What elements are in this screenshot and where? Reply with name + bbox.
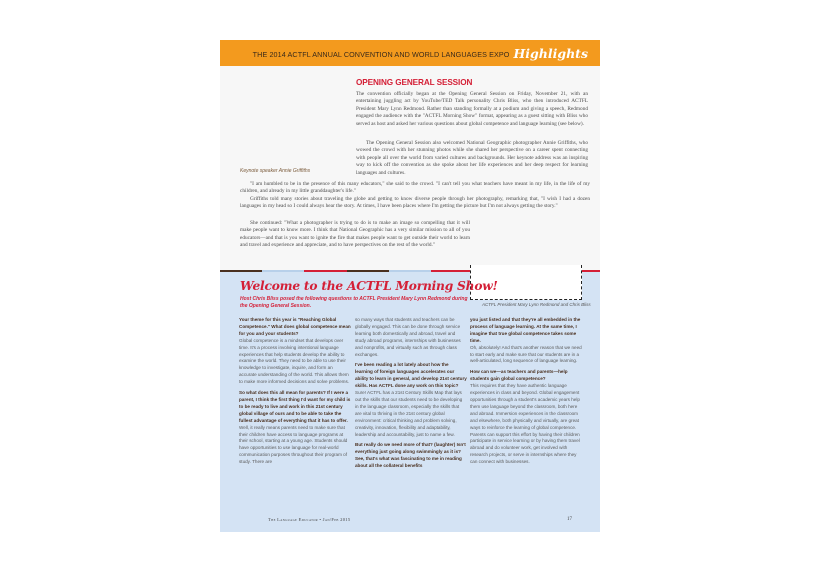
interview-answer: Well, it really means parents need to make sure that their children have access to language programs at their school, starting at a young age. Students should have opportunities to use language for real-world communication purposes throughout their program of study. There are: [239, 424, 348, 465]
opening-paragraph-3: "I am humbled to be in the presence of this many educators," she said to the crowd. "I can't tell you what teachers have meant in my life, in the life of my children, and already in my little granddaughter's life.": [240, 181, 590, 195]
interview-answer: so many ways that students and teachers can be globally engaged. This can be done through service learning both domestically and abroad, travel and study abroad programs, internships with businesses and nonprofits, and virtually such as through class exchanges.: [355, 317, 461, 357]
interview-column-1: [239, 317, 351, 466]
opening-paragraph-4: Griffiths told many stories about traveling the globe and getting to know diverse people through her photography, remarking that, "I wish I had a dozen languages in my head so I could always hear the story. At times, I have been places where I'm getting the picture but I'm not always getting the story.": [240, 196, 590, 210]
interview-answer: Sure! ACTFL has a 21st Century Skills Map that lays out the skills that our students need to be developing in the language classroom, especially the skills that are vital to thriving in the 21st century global environment: critical thinking and problem solving, creativity, innovation, flexibility and adaptability, leadership and accountability, just to name a few.: [355, 390, 463, 437]
interview-question: But really do we need more of that? (laughter) Isn't everything just going along swimmingly as it is? See, that's what was fascinating to me in reading about all the collateral benefits: [355, 442, 466, 469]
opening-session-heading: OPENING GENERAL SESSION: [356, 78, 473, 87]
page-number: 17: [567, 517, 572, 522]
interview-question: How can we—as teachers and parents—help students gain global competence?: [470, 369, 568, 382]
opening-paragraph-5: She continued: "What a photographer is trying to do is to make an image so compelling that it will make people want to know more. I think that National Geographic has a very similar mission to all of you educators—and that is you want to ignite the fire that makes people want to get outside their world to learn and travel and experience and appreciate, and to have perspectives on the rest of the world.": [240, 220, 470, 249]
morning-show-photo-caption: ACTFL President Mary Lynn Redmond and Chris Bliss: [482, 302, 591, 307]
magazine-page: [220, 40, 600, 532]
keynote-photo-caption: Keynote speaker Annie Griffiths: [240, 168, 311, 174]
opening-paragraph-2: The Opening General Session also welcomed National Geographic photographer Annie Griffiths, who wowed the crowd with her stunning photos while she shared her perspective on a career spent connecting with people all over the world from varied cultures and backgrounds. Her keynote address was an inspiring way to kick off the convention as she spoke about her life experiences and her deep respect for learning languages and cultures.: [356, 140, 588, 176]
interview-question: I've been reading a lot lately about how the learning of foreign languages accelerates our ability to learn in general, and develop 21st century skills. Has ACTFL done any work on this topic?: [355, 362, 467, 389]
interview-question: Your theme for this year is "Reaching Global Competence." What does global competence mean for you and your students?: [239, 317, 351, 336]
opening-paragraph-1: The convention officially began at the Opening General Session on Friday, November 21, with an entertaining juggling act by YouTube/TED Talk personality Chris Bliss, who then introduced ACTFL President Mary Lynn Redmond. Rather than standing formally at a podium and giving a speech, Redmond engaged the audience with the "ACTFL Morning Show" format, appearing as a guest sitting with Bliss who served as host and asked her various questions about global competence and language learning (see below).: [356, 91, 588, 127]
morning-show-subtitle: Host Chris Bliss posed the following questions to ACTFL President Mary Lynn Redmond during the Opening General Session.: [240, 296, 468, 309]
morning-show-title: Welcome to the ACTFL Morning Show!: [240, 279, 498, 293]
interview-column-2: [355, 317, 467, 470]
interview-answer: This requires that they have authentic language experiences in class and beyond. Global engagement opportunities through a student's academic years help them use language beyond the classroom, both here and abroad. Immersion experiences in the classroom and elsewhere, both physically and virtually, are great ways to reinforce the learning of global competence. Parents can support this effort by having their children participate in service learning or by having them travel abroad and do volunteer work, get involved with research projects, or serve in internships where they can connect with businesses.: [470, 383, 580, 465]
interview-column-3: [470, 317, 582, 466]
banner-subtitle: THE 2014 ACTFL ANNUAL CONVENTION AND WORLD LANGUAGES EXPO: [252, 49, 510, 59]
interview-answer: Global competence is a mindset that develops over time. It's a process involving intentional language experiences that help students develop the ability to examine the world. They need to be able to use their knowledge to investigate, inquire, and form an accurate understanding of the world. This allows them to make more informed decisions and solve problems.: [239, 337, 350, 385]
section-banner: [220, 40, 600, 66]
interview-answer: Oh, absolutely! And that's another reason that we need to start early and make sure that our students are in a well-articulated, long sequence of language learning.: [470, 344, 582, 364]
banner-highlight: Highlights: [513, 45, 588, 61]
interview-question: So what does this all mean for parents? If I were a parent, I think the first thing I'd want for my child is to be ready to live and work in this 21st century global village of ours and to be able to take the fullest advantage of everything that it has to offer.: [239, 390, 351, 423]
interview-question: you just listed and that they're all embedded in the process of language learning. At the same time, I imagine that true global competence takes some time.: [470, 317, 581, 343]
footer-publication: The Language Educator • Jan/Feb 2015: [268, 517, 351, 522]
